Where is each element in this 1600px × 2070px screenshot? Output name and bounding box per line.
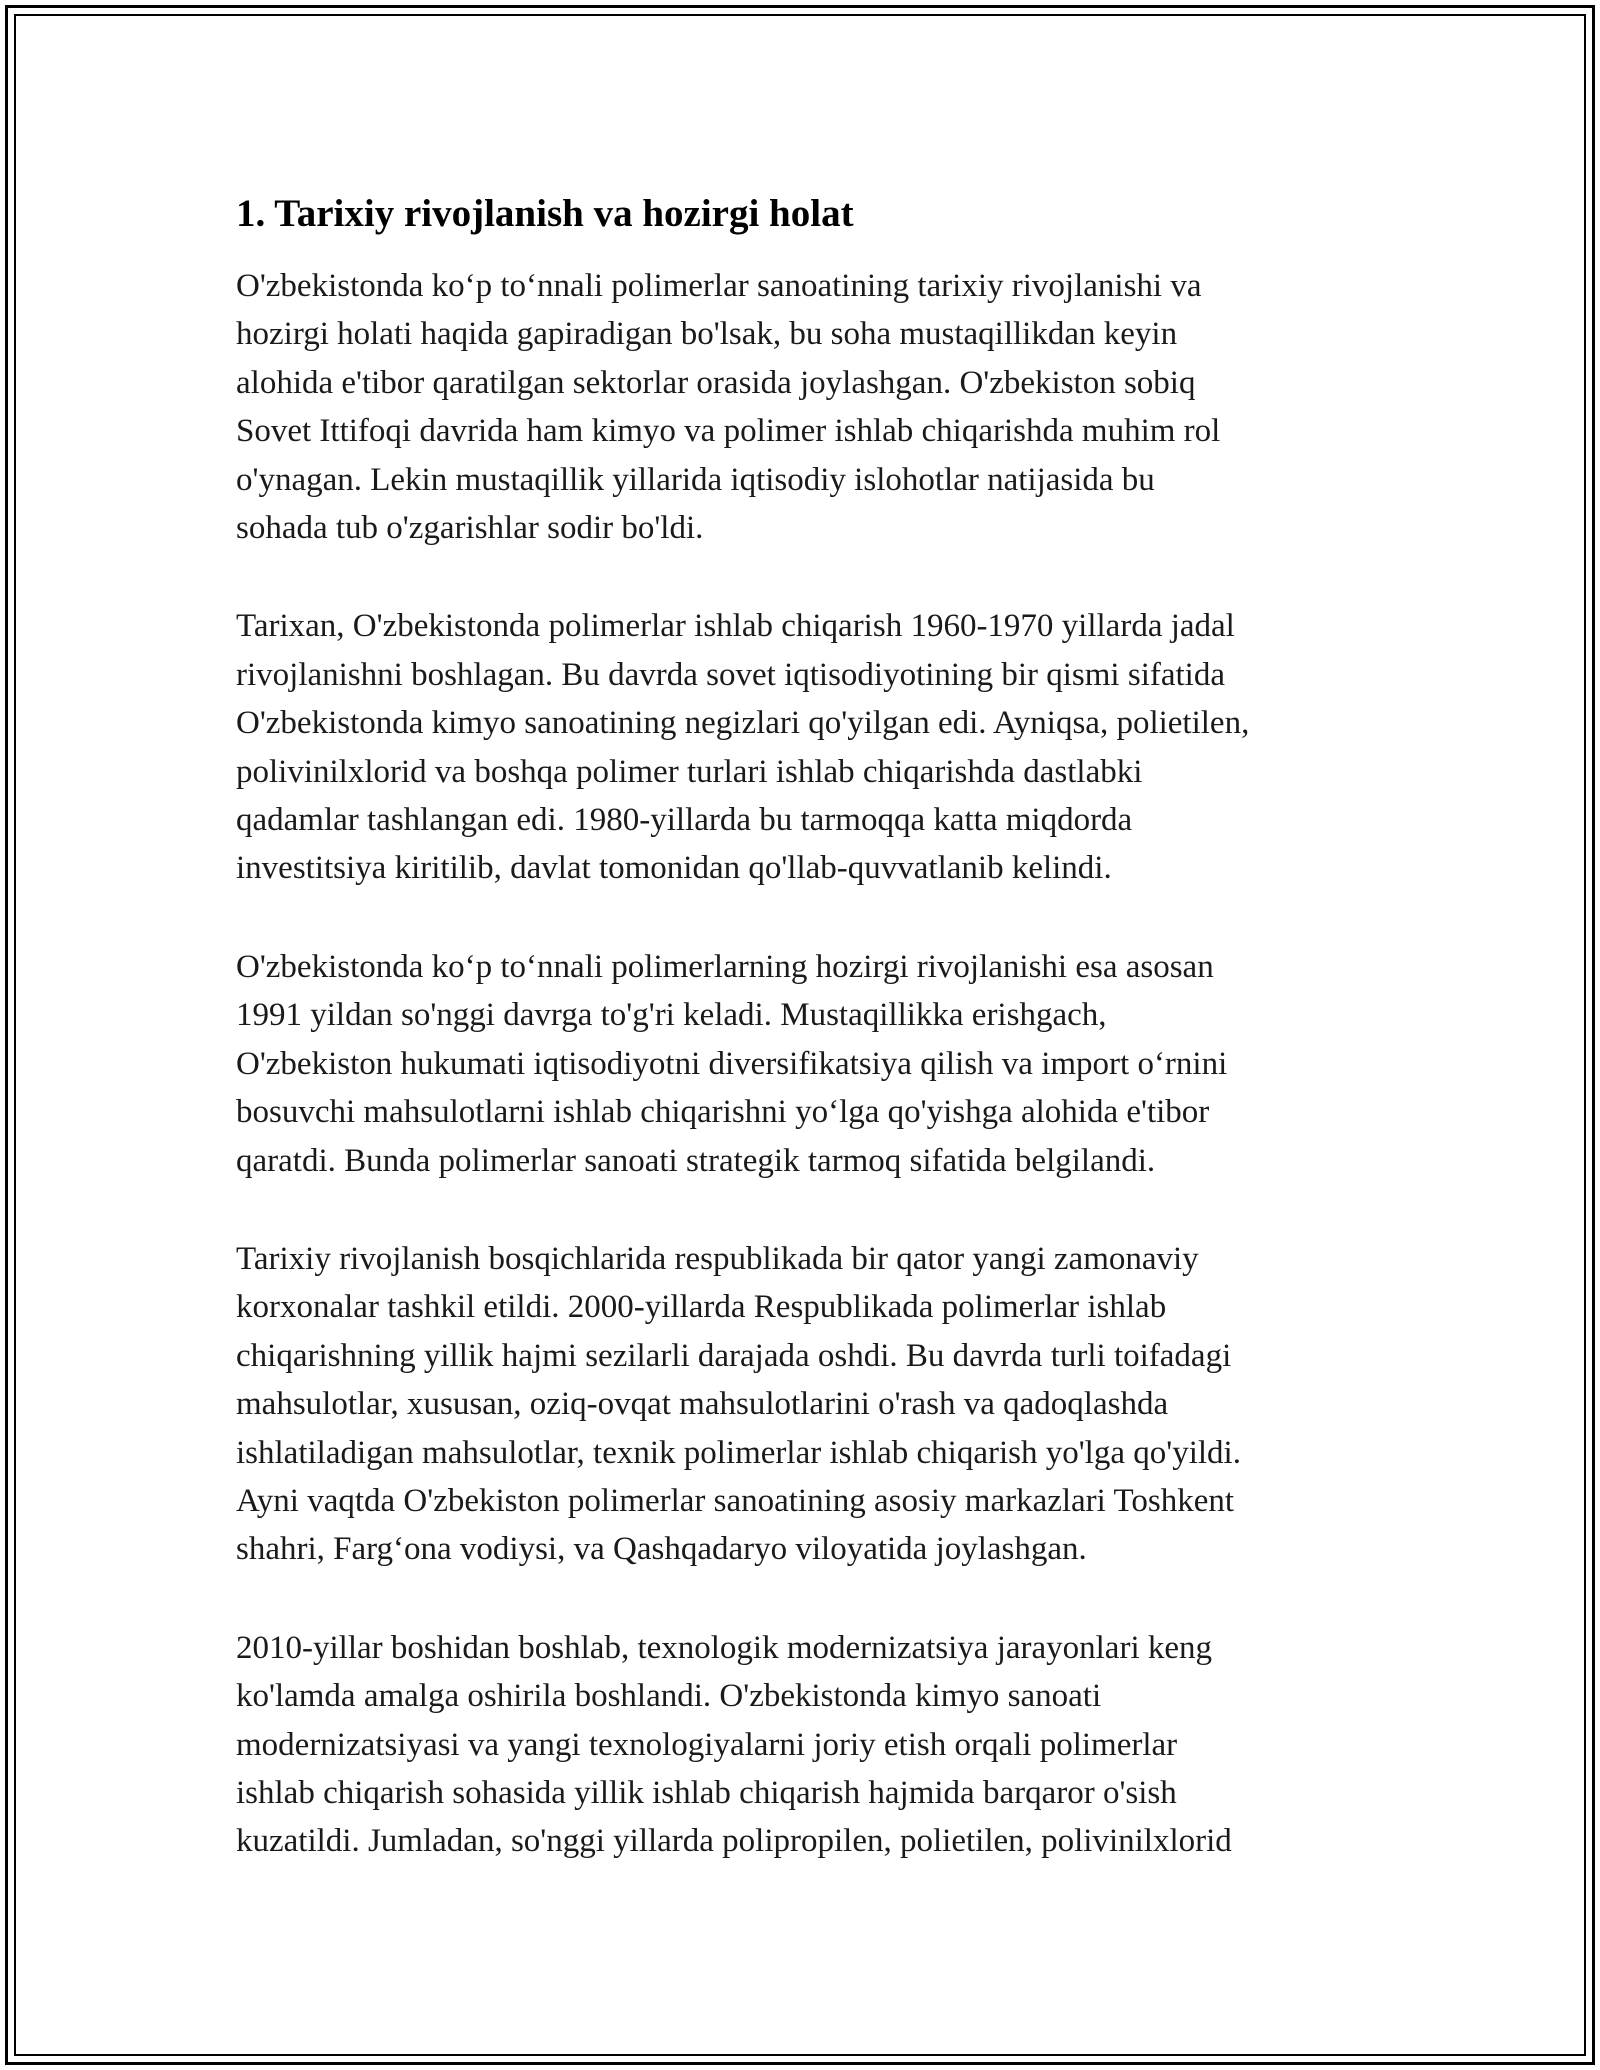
- paragraph: [236, 1235, 1376, 1574]
- text-line: modernizatsiyasi va yangi texnologiyalarni joriy etish orqali polimerlar: [236, 1726, 1178, 1763]
- text-line: O'zbekistonda ko‘p to‘nnali polimerlarning hozirgi rivojlanishi esa asosan: [236, 948, 1214, 985]
- text-line: 2010-yillar boshidan boshlab, texnologik modernizatsiya jarayonlari keng: [236, 1629, 1213, 1666]
- text-line: Tarixiy rivojlanish bosqichlarida respublikada bir qator yangi zamonaviy: [236, 1240, 1199, 1277]
- text-line: Ayni vaqtda O'zbekiston polimerlar sanoatining asosiy markazlari Toshkent: [236, 1482, 1235, 1519]
- text-line: ishlab chiqarish sohasida yillik ishlab chiqarish hajmida barqaror o'sish: [236, 1774, 1177, 1811]
- text-line: qaratdi. Bunda polimerlar sanoati strategik tarmoq sifatida belgilandi.: [236, 1142, 1156, 1179]
- text-line: kuzatildi. Jumladan, so'nggi yillarda polipropilen, polietilen, polivinilxlorid: [236, 1823, 1232, 1860]
- text-line: sohada tub o'zgarishlar sodir bo'ldi.: [236, 510, 704, 547]
- paragraph: [236, 262, 1376, 552]
- text-line: hozirgi holati haqida gapiradigan bo'lsak, bu soha mustaqillikdan keyin: [236, 316, 1178, 353]
- text-line: O'zbekistonda kimyo sanoatining negizlari qo'yilgan edi. Ayniqsa, polietilen,: [236, 705, 1250, 742]
- text-line: Sovet Ittifoqi davrida ham kimyo va polimer ishlab chiqarishda muhim rol: [236, 413, 1221, 450]
- document-body: [236, 188, 1376, 1866]
- text-line: O'zbekistonda ko‘p to‘nnali polimerlar sanoatining tarixiy rivojlanishi va: [236, 268, 1202, 304]
- paragraph: [236, 602, 1376, 892]
- text-line: Tarixan, O'zbekistonda polimerlar ishlab chiqarish 1960-1970 yillarda jadal: [236, 608, 1235, 645]
- text-line: polivinilxlorid va boshqa polimer turlari ishlab chiqarishda dastlabki: [236, 753, 1143, 790]
- text-line: O'zbekiston hukumati iqtisodiyotni diversifikatsiya qilish va import o‘rnini: [236, 1045, 1228, 1082]
- text-line: ishlatiladigan mahsulotlar, texnik polimerlar ishlab chiqarish yo'lga qo'yildi.: [236, 1434, 1241, 1471]
- text-line: shahri, Farg‘ona vodiysi, va Qashqadaryo viloyatida joylashgan.: [236, 1531, 1087, 1568]
- text-line: bosuvchi mahsulotlarni ishlab chiqarishni yo‘lga qo'yishga alohida e'tibor: [236, 1094, 1210, 1131]
- text-line: korxonalar tashkil etildi. 2000-yillarda Respublikada polimerlar ishlab: [236, 1289, 1167, 1326]
- text-line: o'ynagan. Lekin mustaqillik yillarida iqtisodiy islohotlar natijasida bu: [236, 461, 1155, 498]
- text-line: ko'lamda amalga oshirila boshlandi. O'zbekistonda kimyo sanoati: [236, 1678, 1102, 1715]
- text-line: qadamlar tashlangan edi. 1980-yillarda bu tarmoqqa katta miqdorda: [236, 802, 1133, 839]
- text-line: alohida e'tibor qaratilgan sektorlar orasida joylashgan. O'zbekiston sobiq: [236, 364, 1196, 401]
- text-line: chiqarishning yillik hajmi sezilarli darajada oshdi. Bu davrda turli toifadagi: [236, 1337, 1232, 1374]
- paragraph: [236, 943, 1376, 1185]
- text-line: investitsiya kiritilib, davlat tomonidan qo'llab-quvvatlanib kelindi.: [236, 850, 1112, 887]
- text-line: mahsulotlar, xususan, oziq-ovqat mahsulotlarini o'rash va qadoqlashda: [236, 1386, 1169, 1423]
- paragraph: [236, 1624, 1376, 1866]
- section-heading: 1. Tarixiy rivojlanish va hozirgi holat: [236, 192, 854, 235]
- text-line: rivojlanishni boshlagan. Bu davrda sovet iqtisodiyotining bir qismi sifatida: [236, 656, 1225, 693]
- text-line: 1991 yildan so'nggi davrga to'g'ri keladi. Mustaqillikka erishgach,: [236, 997, 1107, 1034]
